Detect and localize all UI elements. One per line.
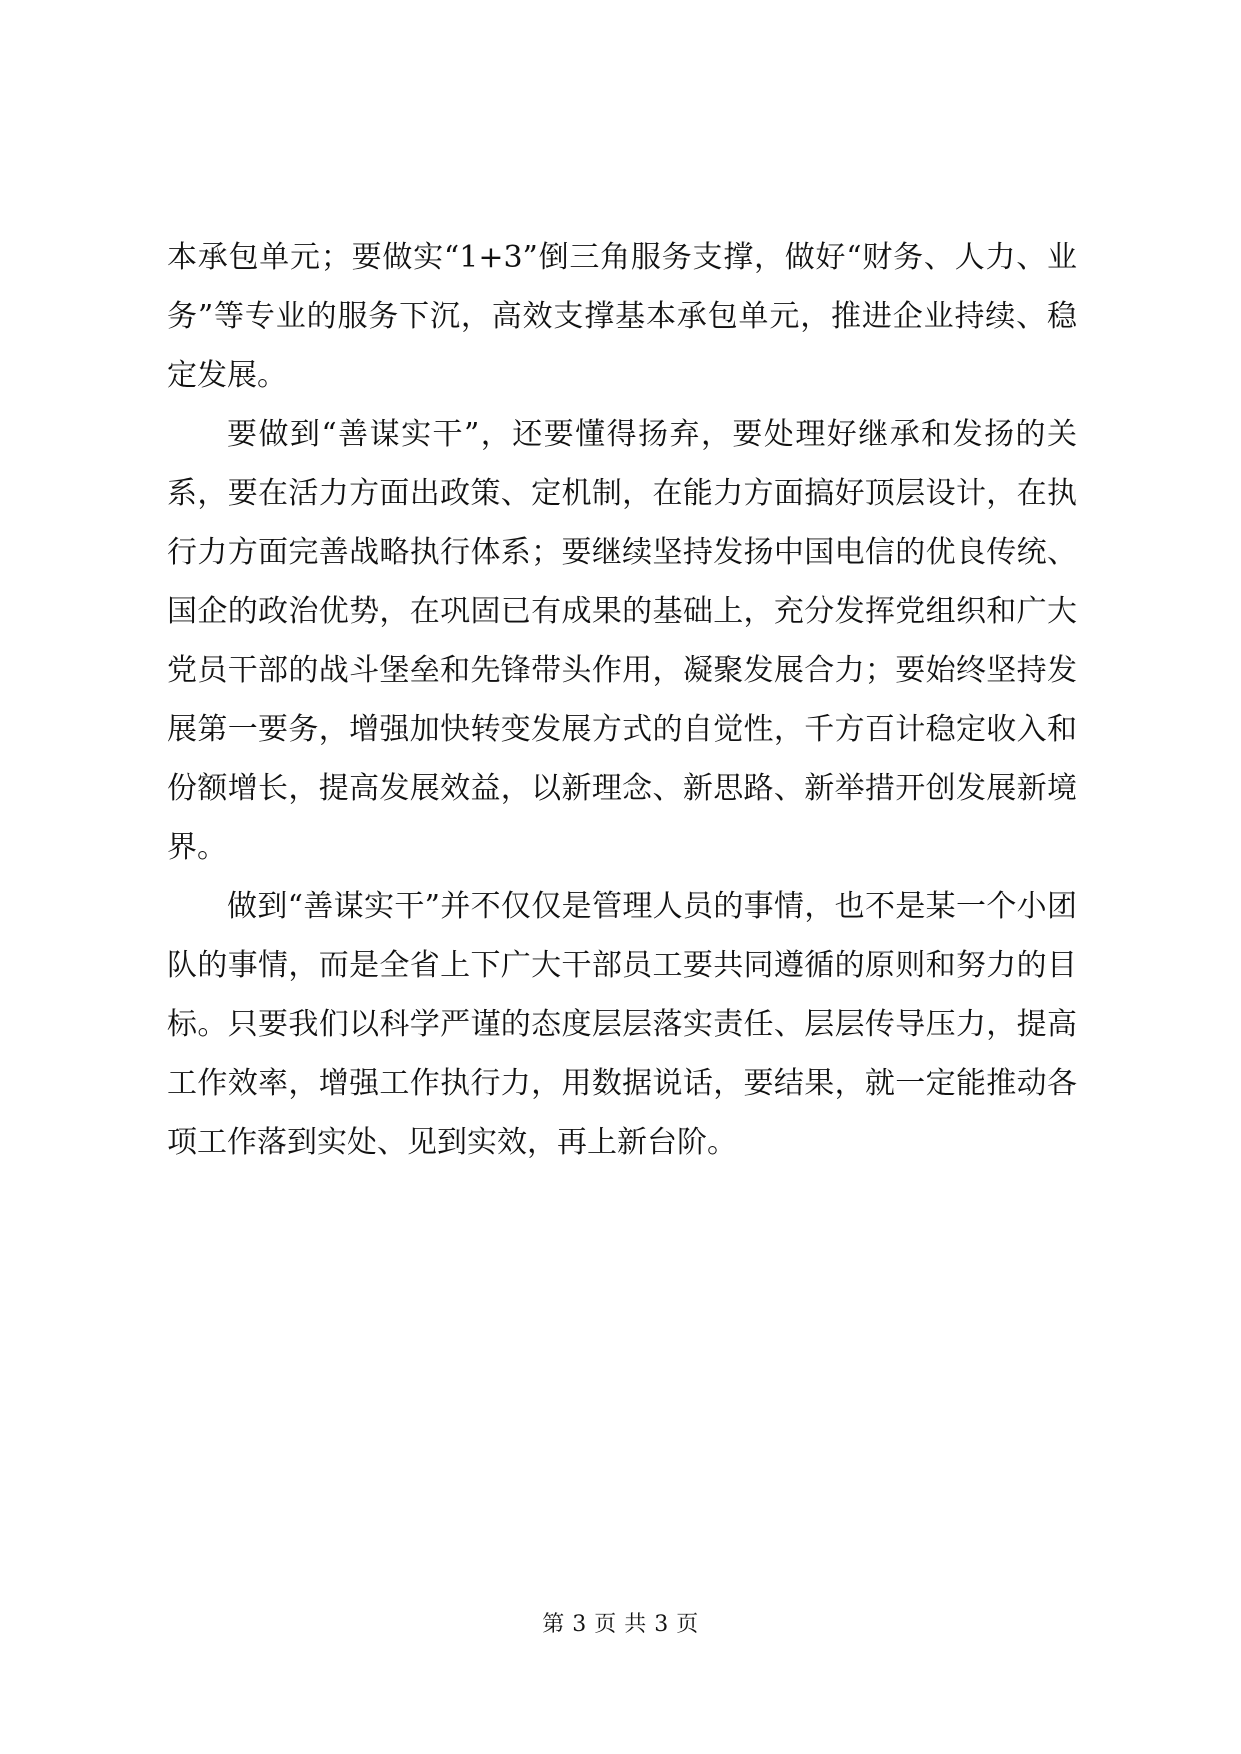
body-text: [167, 228, 1077, 1172]
paragraph: 做到“善谋实干”并不仅仅是管理人员的事情，也不是某一个小团队的事情，而是全省上下广大干部员工要共同遵循的原则和努力的目标。只要我们以科学严谨的态度层层落实责任、层层传导压力，提高工作效率，增强工作执行力，用数据说话，要结果，就一定能推动各项工作落到实处、见到实效，再上新台阶。: [167, 889, 1077, 1160]
paragraph: 要做到“善谋实干”，还要懂得扬弃，要处理好继承和发扬的关系，要在活力方面出政策、定机制，在能力方面搞好顶层设计，在执行力方面完善战略执行体系；要继续坚持发扬中国电信的优良传统、国企的政治优势，在巩固已有成果的基础上，充分发挥党组织和广大党员干部的战斗堡垒和先锋带头作用，凝聚发展合力；要始终坚持发展第一要务，增强加快转变发展方式的自觉性，千方百计稳定收入和份额增长，提高发展效益，以新理念、新思路、新举措开创发展新境界。: [167, 417, 1077, 865]
page-footer: 第 3 页 共 3 页: [542, 1612, 699, 1637]
paragraph-continuation: 本承包单元；要做实“1+3”倒三角服务支撑，做好“财务、人力、业务”等专业的服务下沉，高效支撑基本承包单元，推进企业持续、稳定发展。: [167, 240, 1077, 393]
